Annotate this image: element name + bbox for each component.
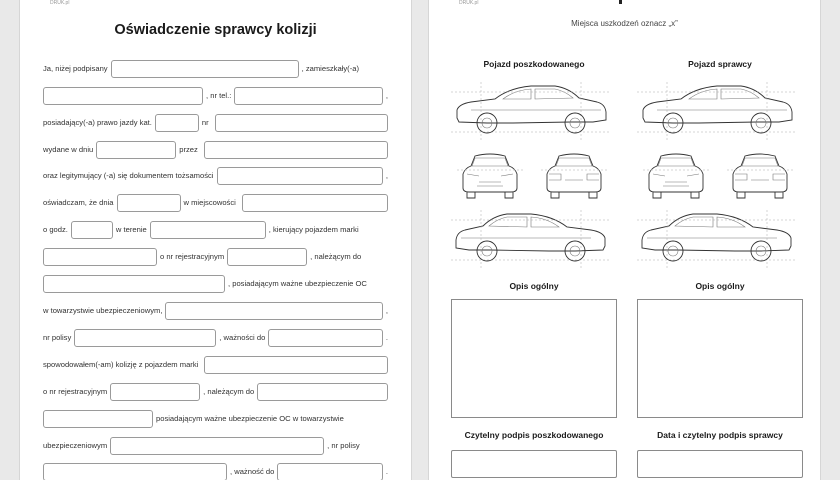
car-front-icon[interactable]: [457, 150, 523, 202]
logo: DRUK.pl: [459, 0, 479, 6]
vehicle-make-field[interactable]: [43, 248, 157, 266]
form-line-16: , ważność do .: [43, 462, 388, 480]
full-name-field[interactable]: [111, 60, 299, 78]
car-side-right-icon[interactable]: [451, 210, 611, 268]
form-line-2: , nr tel.: ,: [43, 86, 388, 105]
collision-place-field[interactable]: [242, 194, 388, 212]
victim-signature-field[interactable]: [451, 450, 617, 478]
policy-validity-field[interactable]: [268, 329, 383, 347]
area-field[interactable]: [150, 221, 266, 239]
form-line-8: o nr rejestracyjnym , należącym do: [43, 247, 388, 266]
car-side-right-icon[interactable]: [637, 210, 797, 268]
damage-sketch-page: [428, 0, 821, 480]
phone-field[interactable]: [234, 87, 383, 105]
other-policy-number-field[interactable]: [43, 463, 227, 480]
form-line-3: posiadający(-a) prawo jazdy kat. nr: [43, 113, 388, 132]
page-subtitle: Miejsca uszkodzeń oznacz „x”: [571, 19, 678, 28]
perpetrator-description-field[interactable]: [637, 299, 803, 418]
other-registration-field[interactable]: [110, 383, 200, 401]
form-line-6: oświadczam, że dnia w miejscowości: [43, 193, 388, 212]
victim-description-field[interactable]: [451, 299, 617, 418]
car-rear-icon[interactable]: [541, 150, 607, 202]
victim-signature-heading: Czytelny podpis poszkodowanego: [464, 430, 604, 440]
license-issuer-field[interactable]: [204, 141, 388, 159]
collision-date-field[interactable]: [117, 194, 181, 212]
car-front-icon[interactable]: [643, 150, 709, 202]
car-side-left-icon[interactable]: [637, 82, 797, 140]
perpetrator-vehicle-heading: Pojazd sprawcy: [688, 59, 752, 69]
form-line-5: oraz legitymujący (-a) się dokumentem tożsamości ,: [43, 166, 388, 185]
car-side-left-icon[interactable]: [451, 82, 611, 140]
form-line-9: , posiadającym ważne ubezpieczenie OC: [43, 274, 388, 293]
id-document-field[interactable]: [217, 167, 383, 185]
form-line-14: posiadającym ważne ubezpieczenie OC w towarzystwie: [43, 409, 388, 428]
form-line-1: Ja, niżej podpisany , zamieszkały(-a): [43, 59, 388, 78]
car-rear-icon[interactable]: [727, 150, 793, 202]
logo: DRUK.pl: [50, 0, 70, 6]
address-field[interactable]: [43, 87, 203, 105]
license-category-field[interactable]: [155, 114, 199, 132]
statement-page: [19, 0, 412, 480]
insurer-field[interactable]: [165, 302, 382, 320]
other-owner-field[interactable]: [257, 383, 388, 401]
perpetrator-signature-heading: Data i czytelny podpis sprawcy: [657, 430, 783, 440]
form-line-10: w towarzystwie ubezpieczeniowym, ,: [43, 301, 388, 320]
other-owner-cont-field[interactable]: [43, 410, 153, 428]
other-vehicle-make-field[interactable]: [204, 356, 388, 374]
perpetrator-description-heading: Opis ogólny: [695, 281, 745, 291]
license-number-field[interactable]: [215, 114, 388, 132]
other-insurer-field[interactable]: [110, 437, 324, 455]
perpetrator-signature-field[interactable]: [637, 450, 803, 478]
victim-description-heading: Opis ogólny: [509, 281, 559, 291]
victim-vehicle-heading: Pojazd poszkodowanego: [483, 59, 585, 69]
form-line-7: o godz. w terenie , kierujący pojazdem marki: [43, 220, 388, 239]
form-line-13: o nr rejestracyjnym , należącym do: [43, 382, 388, 401]
license-issue-date-field[interactable]: [96, 141, 176, 159]
registration-number-field[interactable]: [227, 248, 307, 266]
other-policy-validity-field[interactable]: [277, 463, 383, 480]
title-fragment: [619, 0, 622, 4]
form-line-15: ubezpieczeniowym , nr polisy: [43, 436, 388, 455]
form-line-12: spowodowałem(-am) kolizję z pojazdem marki: [43, 355, 388, 374]
collision-time-field[interactable]: [71, 221, 113, 239]
form-line-11: nr polisy , ważności do .: [43, 328, 388, 347]
policy-number-field[interactable]: [74, 329, 216, 347]
form-line-4: wydane w dniu przez: [43, 140, 388, 159]
vehicle-owner-field[interactable]: [43, 275, 225, 293]
page-title: Oświadczenie sprawcy kolizji: [114, 22, 317, 38]
